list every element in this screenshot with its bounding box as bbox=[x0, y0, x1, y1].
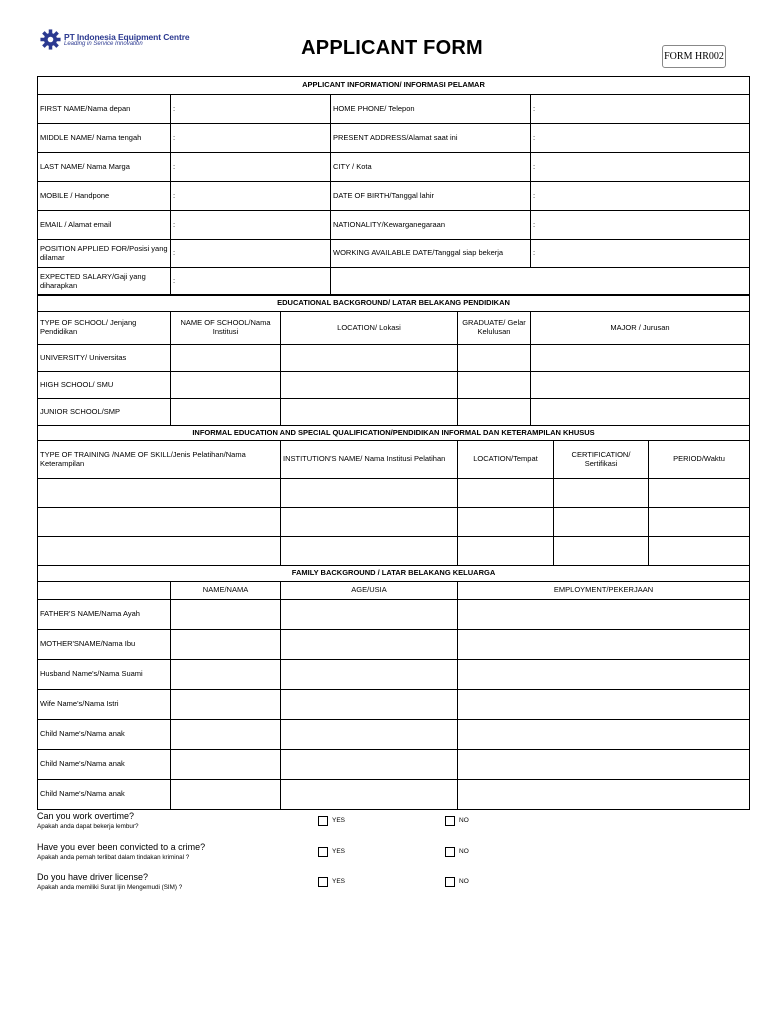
question-text: Do you have driver license? bbox=[37, 872, 149, 882]
question-subtitle: Apakah anda dapat bekerja lembur? bbox=[37, 823, 139, 830]
table-cell[interactable] bbox=[458, 750, 750, 780]
table-cell[interactable] bbox=[38, 508, 281, 537]
table-cell[interactable] bbox=[171, 345, 281, 372]
field-label: CITY / Kota bbox=[331, 153, 531, 182]
question-overtime bbox=[37, 808, 749, 834]
company-name: PT Indonesia Equipment Centre bbox=[64, 32, 190, 42]
informal-section-title: INFORMAL EDUCATION AND SPECIAL QUALIFICATION/PENDIDIKAN INFORMAL DAN KETERAMPILAN KHUSUS bbox=[38, 426, 750, 441]
field-label: POSITION APPLIED FOR/Posisi yang dilamar bbox=[38, 240, 171, 268]
table-cell[interactable] bbox=[649, 479, 750, 508]
column-header: GRADUATE/ Gelar Kelulusan bbox=[458, 312, 531, 345]
yes-checkbox[interactable] bbox=[318, 816, 328, 826]
question-subtitle: Apakah anda pernah terlibat dalam tindakan kriminal ? bbox=[37, 854, 190, 861]
table-cell[interactable] bbox=[171, 372, 281, 399]
email-input[interactable]: : bbox=[171, 211, 331, 240]
table-cell[interactable] bbox=[458, 690, 750, 720]
yes-no-questions bbox=[37, 808, 749, 898]
field-label: WORKING AVAILABLE DATE/Tanggal siap bekerja bbox=[331, 240, 531, 268]
table-cell[interactable] bbox=[171, 750, 281, 780]
column-header: MAJOR / Jurusan bbox=[531, 312, 750, 345]
education-section-title: EDUCATIONAL BACKGROUND/ LATAR BELAKANG PENDIDIKAN bbox=[38, 295, 750, 312]
table-cell[interactable] bbox=[171, 600, 281, 630]
yes-option[interactable] bbox=[318, 847, 378, 859]
table-cell[interactable] bbox=[281, 600, 458, 630]
available-date-input[interactable]: : bbox=[531, 240, 750, 268]
row-label: Husband Name's/Nama Suami bbox=[38, 660, 171, 690]
column-header: LOCATION/ Lokasi bbox=[281, 312, 458, 345]
home-phone-input[interactable]: : bbox=[531, 95, 750, 124]
table-cell[interactable] bbox=[281, 780, 458, 810]
city-input[interactable]: : bbox=[531, 153, 750, 182]
field-label: NATIONALITY/Kewarganegaraan bbox=[331, 211, 531, 240]
table-cell[interactable] bbox=[531, 345, 750, 372]
column-header: TYPE OF SCHOOL/ Jenjang Pendidikan bbox=[38, 312, 171, 345]
column-header: INSTITUTION'S NAME/ Nama Institusi Pelatihan bbox=[281, 441, 458, 479]
mobile-input[interactable]: : bbox=[171, 182, 331, 211]
question-driver-license bbox=[37, 869, 749, 895]
table-cell[interactable] bbox=[554, 479, 649, 508]
no-checkbox[interactable] bbox=[445, 847, 455, 857]
column-header: TYPE OF TRAINING /NAME OF SKILL/Jenis Pelatihan/Nama Keterampilan bbox=[38, 441, 281, 479]
table-cell[interactable] bbox=[458, 780, 750, 810]
table-cell[interactable] bbox=[458, 345, 531, 372]
nationality-input[interactable]: : bbox=[531, 211, 750, 240]
no-option[interactable] bbox=[445, 847, 505, 859]
yes-option[interactable] bbox=[318, 877, 378, 889]
row-label: Child Name's/Nama anak bbox=[38, 750, 171, 780]
field-label: DATE OF BIRTH/Tanggal lahir bbox=[331, 182, 531, 211]
field-label: LAST NAME/ Nama Marga bbox=[38, 153, 171, 182]
table-cell[interactable] bbox=[171, 399, 281, 426]
no-label: NO bbox=[459, 848, 469, 855]
form-code-box: FORM HR002 bbox=[662, 45, 726, 68]
table-cell[interactable] bbox=[458, 537, 554, 566]
table-cell[interactable] bbox=[171, 690, 281, 720]
field-label: MOBILE / Handpone bbox=[38, 182, 171, 211]
field-label: FIRST NAME/Nama depan bbox=[38, 95, 171, 124]
table-cell[interactable] bbox=[281, 630, 458, 660]
column-header: NAME OF SCHOOL/Nama Institusi bbox=[171, 312, 281, 345]
position-input[interactable]: : bbox=[171, 240, 331, 268]
present-address-input[interactable]: : bbox=[531, 124, 750, 153]
row-label: FATHER'S NAME/Nama Ayah bbox=[38, 600, 171, 630]
yes-checkbox[interactable] bbox=[318, 877, 328, 887]
yes-label: YES bbox=[332, 848, 346, 855]
no-label: NO bbox=[459, 817, 469, 824]
no-checkbox[interactable] bbox=[445, 877, 455, 887]
column-header: NAME/NAMA bbox=[171, 582, 281, 600]
applicant-info-table bbox=[37, 76, 750, 296]
empty-cell bbox=[38, 582, 171, 600]
family-section-title: FAMILY BACKGROUND / LATAR BELAKANG KELUARGA bbox=[38, 566, 750, 582]
table-cell[interactable] bbox=[171, 660, 281, 690]
table-cell[interactable] bbox=[281, 537, 458, 566]
table-cell[interactable] bbox=[171, 780, 281, 810]
table-cell[interactable] bbox=[531, 399, 750, 426]
table-cell[interactable] bbox=[554, 508, 649, 537]
empty-cell bbox=[331, 268, 750, 296]
table-cell[interactable] bbox=[649, 537, 750, 566]
column-header: EMPLOYMENT/PEKERJAAN bbox=[458, 582, 750, 600]
education-table bbox=[37, 294, 750, 426]
row-label: MOTHER'SNAME/Nama Ibu bbox=[38, 630, 171, 660]
table-cell[interactable] bbox=[281, 720, 458, 750]
form-header bbox=[0, 0, 768, 74]
table-cell[interactable] bbox=[458, 399, 531, 426]
company-tagline: Leading in Service Innovation bbox=[64, 41, 143, 47]
family-table bbox=[37, 565, 750, 810]
row-label: JUNIOR SCHOOL/SMP bbox=[38, 399, 171, 426]
column-header: AGE/USIA bbox=[281, 582, 458, 600]
question-text: Can you work overtime? bbox=[37, 811, 135, 821]
expected-salary-input[interactable]: : bbox=[171, 268, 331, 296]
yes-label: YES bbox=[332, 878, 346, 885]
table-cell[interactable] bbox=[281, 508, 458, 537]
table-cell[interactable] bbox=[458, 372, 531, 399]
row-label: HIGH SCHOOL/ SMU bbox=[38, 372, 171, 399]
yes-label: YES bbox=[332, 817, 346, 824]
no-label: NO bbox=[459, 878, 469, 885]
table-cell[interactable] bbox=[281, 750, 458, 780]
field-label: HOME PHONE/ Telepon bbox=[331, 95, 531, 124]
question-text: Have you ever been convicted to a crime? bbox=[37, 842, 206, 852]
row-label: UNIVERSITY/ Universitas bbox=[38, 345, 171, 372]
table-cell[interactable] bbox=[171, 720, 281, 750]
question-crime bbox=[37, 839, 749, 865]
yes-checkbox[interactable] bbox=[318, 847, 328, 857]
table-cell[interactable] bbox=[458, 479, 554, 508]
table-cell[interactable] bbox=[38, 479, 281, 508]
row-label: Wife Name's/Nama Istri bbox=[38, 690, 171, 720]
row-label: Child Name's/Nama anak bbox=[38, 720, 171, 750]
table-cell[interactable] bbox=[38, 537, 281, 566]
date-of-birth-input[interactable]: : bbox=[531, 182, 750, 211]
column-header: CERTIFICATION/ Sertifikasi bbox=[554, 441, 649, 479]
field-label: EXPECTED SALARY/Gaji yang diharapkan bbox=[38, 268, 171, 296]
row-label: Child Name's/Nama anak bbox=[38, 780, 171, 810]
last-name-input[interactable]: : bbox=[171, 153, 331, 182]
first-name-input[interactable]: : bbox=[171, 95, 331, 124]
no-option[interactable] bbox=[445, 816, 505, 828]
table-cell[interactable] bbox=[554, 537, 649, 566]
no-option[interactable] bbox=[445, 877, 505, 889]
table-cell[interactable] bbox=[281, 690, 458, 720]
table-cell[interactable] bbox=[649, 508, 750, 537]
table-cell[interactable] bbox=[458, 630, 750, 660]
question-subtitle: Apakah anda memiliki Surat Ijin Mengemudi (SIM) ? bbox=[37, 884, 183, 891]
middle-name-input[interactable]: : bbox=[171, 124, 331, 153]
table-cell[interactable] bbox=[531, 372, 750, 399]
table-cell[interactable] bbox=[281, 479, 458, 508]
table-cell[interactable] bbox=[458, 660, 750, 690]
table-cell[interactable] bbox=[281, 399, 458, 426]
table-cell[interactable] bbox=[458, 720, 750, 750]
yes-option[interactable] bbox=[318, 816, 378, 828]
table-cell[interactable] bbox=[281, 660, 458, 690]
column-header: PERIOD/Waktu bbox=[649, 441, 750, 479]
table-cell[interactable] bbox=[458, 600, 750, 630]
informal-education-table bbox=[37, 425, 750, 566]
table-cell[interactable] bbox=[281, 372, 458, 399]
table-cell[interactable] bbox=[281, 345, 458, 372]
column-header: LOCATION/Tempat bbox=[458, 441, 554, 479]
field-label: EMAIL / Alamat email bbox=[38, 211, 171, 240]
page-title: APPLICANT FORM bbox=[301, 37, 483, 59]
table-cell[interactable] bbox=[171, 630, 281, 660]
field-label: PRESENT ADDRESS/Alamat saat ini bbox=[331, 124, 531, 153]
table-cell[interactable] bbox=[458, 508, 554, 537]
field-label: MIDDLE NAME/ Nama tengah bbox=[38, 124, 171, 153]
applicant-section-title: APPLICANT INFORMATION/ INFORMASI PELAMAR bbox=[38, 77, 750, 95]
no-checkbox[interactable] bbox=[445, 816, 455, 826]
